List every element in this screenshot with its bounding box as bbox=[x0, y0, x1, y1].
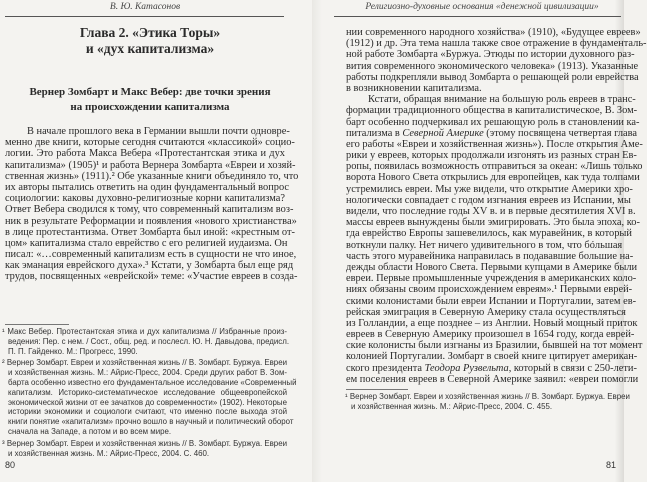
text-line: В начале прошлого века в Германии вышли почти одновре- bbox=[27, 126, 290, 137]
page-number: 80 bbox=[5, 460, 16, 470]
chapter-title-line: и «дух капитализма» bbox=[85, 41, 215, 56]
footnote-rule bbox=[5, 324, 69, 325]
text-line: трудов, посвященных «еврейской» теме: «Участие евреев в созда- bbox=[5, 271, 298, 283]
text-segment: питализма в bbox=[346, 127, 403, 139]
footnote-line: ¹ Вернер Зомбарт. Евреи и хозяйственная жизнь // В. Зомбарт. Буржуа. Евреи bbox=[345, 392, 630, 401]
footnote-line: историки экономики и социологи считают, что именно после выхода этой bbox=[8, 407, 287, 417]
footnote-rule bbox=[346, 389, 408, 390]
section-title-line: Вернер Зомбарт и Макс Вебер: две точки зрения bbox=[29, 86, 271, 98]
text-line: нии современного народного хозяйства» (1910), «Будущее евреев» bbox=[346, 27, 641, 38]
text-segment: , который в связи с 250-лети- bbox=[508, 362, 637, 374]
text-line: ем поселения евреев в Северной Америке заявил: «евреи помогли bbox=[346, 373, 639, 385]
footnote-line: П. П. Гайденко. М.: Прогресс, 1990. bbox=[8, 346, 138, 356]
header-rule bbox=[334, 16, 621, 17]
text-line: ственная жизнь» (1911).² Обе указанные книги объединяло то, что bbox=[5, 170, 299, 182]
italic-text: Теодора Рузвельта bbox=[424, 362, 509, 374]
text-line: его работы «Евреи и хозяйственная жизнь»). После открытия Аме- bbox=[346, 138, 643, 150]
text-line: их авторы пытались ответить на один фундаментальный вопрос bbox=[5, 181, 290, 193]
footnote-line: ² Вернер Зомбарт. Евреи и хозяйственная жизнь // В. Зомбарт. Буржуа. Евреи bbox=[2, 358, 287, 368]
text-line: ниях обязаны своим происхождением евреям».¹ Первыми еврей- bbox=[346, 284, 633, 296]
footnote-line: ³ Вернер Зомбарт. Евреи и хозяйственная жизнь // В. Зомбарт. Буржуа. Евреи bbox=[2, 438, 287, 448]
text-line: цом» капитализма стало еврейство с его религией иудаизма. Он bbox=[5, 237, 288, 249]
text-line: в возникновении капитализма. bbox=[346, 82, 482, 94]
section-title-line: на происхождении капитализма bbox=[70, 101, 230, 113]
text-line: в лице протестантизма. Ответ Зомбарта был иной: «крестным от- bbox=[5, 226, 295, 238]
italic-text: Северной Америке bbox=[402, 127, 484, 139]
body-text bbox=[346, 27, 647, 385]
text-line: капитализма» (1905)¹ и работа Вернера Зомбарта «Евреи и хозяй- bbox=[5, 159, 296, 171]
footnote-line: экономической жизни от ее зачатков до современности» (1902). Некоторые bbox=[8, 397, 287, 407]
right-page bbox=[312, 0, 647, 482]
footnote bbox=[345, 392, 630, 412]
text-line: работы подкрепляли вывод Зомбарта о решающей роли еврейства bbox=[346, 71, 639, 83]
footnote-line: и хозяйственная жизнь. М.: Айрис-Пресс, 2004. Среди других работ В. Зом- bbox=[8, 368, 287, 378]
footnote-line: и хозяйственная жизнь. М.: Айрис-Пресс, 2004. С. 455. bbox=[351, 401, 553, 411]
running-head: В. Ю. Катасонов bbox=[109, 2, 181, 12]
text-line: ворота Нового Света открылись для европейцев, как туда толпами bbox=[346, 172, 640, 184]
text-line: Ответ Вебера сводился к тому, что современный капитализм воз- bbox=[5, 204, 294, 216]
footnote-line: ¹ Макс Вебер. Протестантская этика и дух капитализма // Избранные произ- bbox=[2, 327, 287, 336]
text-line: евреев в Северную Америку произошел в 1654 году, когда еврей- bbox=[346, 329, 635, 341]
text-line: колонией Португалии. Зомбарт в своей книге цитирует американ- bbox=[346, 351, 638, 363]
chapter-title-line: Глава 2. «Этика Торы» bbox=[79, 25, 221, 40]
text-line: Кстати, обращая внимание на большую роль евреев в транс- bbox=[368, 94, 636, 106]
footnote-line: книги понятие «капитализм» прочно вошло в научный и политический оборот bbox=[8, 417, 294, 427]
text-line: (1912) и др. Эта тема нашла также свое отражение в фундаменталь- bbox=[346, 38, 647, 50]
footnote bbox=[2, 327, 290, 356]
text-line: рики у евреев, которых продолжали изгонять из разных стран Ев- bbox=[346, 150, 637, 162]
text-line: часть этого муравейника направилась в подававшие большие на- bbox=[346, 250, 634, 262]
page-number: 81 bbox=[606, 460, 617, 470]
paragraph bbox=[5, 126, 299, 283]
text-line: скими колонистами были евреи Испании и Португалии, затем ев- bbox=[346, 295, 637, 307]
text-line: ной работе Зомбарта «Буржуа. Этюды по истории духовного раз- bbox=[346, 49, 635, 61]
footnote bbox=[2, 358, 297, 436]
text-line: социологии: каковы духовно-религиозные корни капитализма? bbox=[5, 193, 285, 205]
text-line: нологически совпадает с годом изгнания евреев из Испании, мы bbox=[346, 194, 631, 206]
footnote-line: барта особенно известно его фундаментальное исследование «Современный bbox=[8, 377, 297, 387]
footnotes bbox=[345, 392, 630, 412]
text-line: из Голландии, а еще позднее – из Англии. Новый мощный приток bbox=[346, 317, 638, 329]
footnote-line: и хозяйственная жизнь. М.: Айрис-Пресс, 2004. С. 460. bbox=[8, 448, 210, 458]
text-line: писал: «…современный капитализм есть в сущности не что иное, bbox=[5, 249, 297, 261]
running-head: Религиозно-духовные основания «денежной цивилизации» bbox=[365, 2, 599, 12]
text-segment: ского президента bbox=[346, 362, 425, 374]
paragraph bbox=[346, 94, 643, 385]
text-line: формации традиционного общества в капиталистическое, В. Зом- bbox=[346, 105, 638, 117]
footnote-line: сначала на Западе, а потом и во всем мире. bbox=[8, 426, 172, 436]
body-text bbox=[5, 126, 299, 283]
text-segment: (этому посвящена четвертая глава bbox=[483, 127, 638, 139]
text-line: видели, что последние годы XV в. и в первые десятилетия XVI в. bbox=[346, 206, 636, 217]
footnotes bbox=[2, 327, 297, 458]
footnote-line: ведения: Пер. с нем. / Сост., общ. ред. и послесл. Ю. Н. Давыдова, предисл. bbox=[8, 336, 290, 346]
text-line bbox=[346, 127, 638, 139]
text-line bbox=[346, 362, 637, 374]
text-line: дежды области Нового Света. Первыми купцами в Америке были bbox=[346, 261, 638, 273]
left-page bbox=[0, 0, 312, 482]
header-rule bbox=[5, 16, 284, 17]
text-line: гда еврейство Европы зашевелилось, как муравейник, в который bbox=[346, 228, 632, 240]
footnote bbox=[2, 439, 287, 459]
text-line: логии. Это работа Макса Вебера «Протестантская этика и дух bbox=[5, 148, 285, 160]
text-line: рейская эмиграция в Северную Америку стала осуществляться bbox=[346, 306, 626, 318]
chapter-title bbox=[0, 25, 300, 57]
text-line: ские колонисты были изгнаны из Бразилии, бывшей на тот момент bbox=[346, 340, 643, 352]
text-line: ник в результате Реформации и появления «нового христианства» bbox=[5, 215, 297, 227]
text-line: воткнули палку. Нет ничего удивительного в том, что бóльшая bbox=[346, 239, 623, 251]
footnote-line: капитализм. Историко-систематическое исследование общеевропейской bbox=[8, 387, 287, 397]
text-line: вития современного экономического человека» (1913). Указанные bbox=[346, 60, 639, 72]
text-line: устремились евреи. Мы уже видели, что открытие Америки хро- bbox=[346, 183, 633, 195]
text-line: массы евреев вынуждены были эмигрировать. Это была эпоха, ко- bbox=[346, 217, 640, 229]
text-line: менно две книги, которые сегодня считаются «классикой» социо- bbox=[5, 137, 295, 149]
text-line: барт особенно подчеркивал их решающую роль в становлении ка- bbox=[346, 116, 640, 128]
paragraph bbox=[346, 27, 647, 94]
text-line: ропы, появилась возможность отправиться за океан: «Лишь только bbox=[346, 161, 643, 173]
text-line: евреи. Первые промышленные учреждения в американских коло- bbox=[346, 273, 637, 285]
section-title bbox=[0, 85, 300, 115]
text-line: как эманация еврейского духа».³ Кстати, у Зомбарта был еще ряд bbox=[5, 260, 294, 272]
